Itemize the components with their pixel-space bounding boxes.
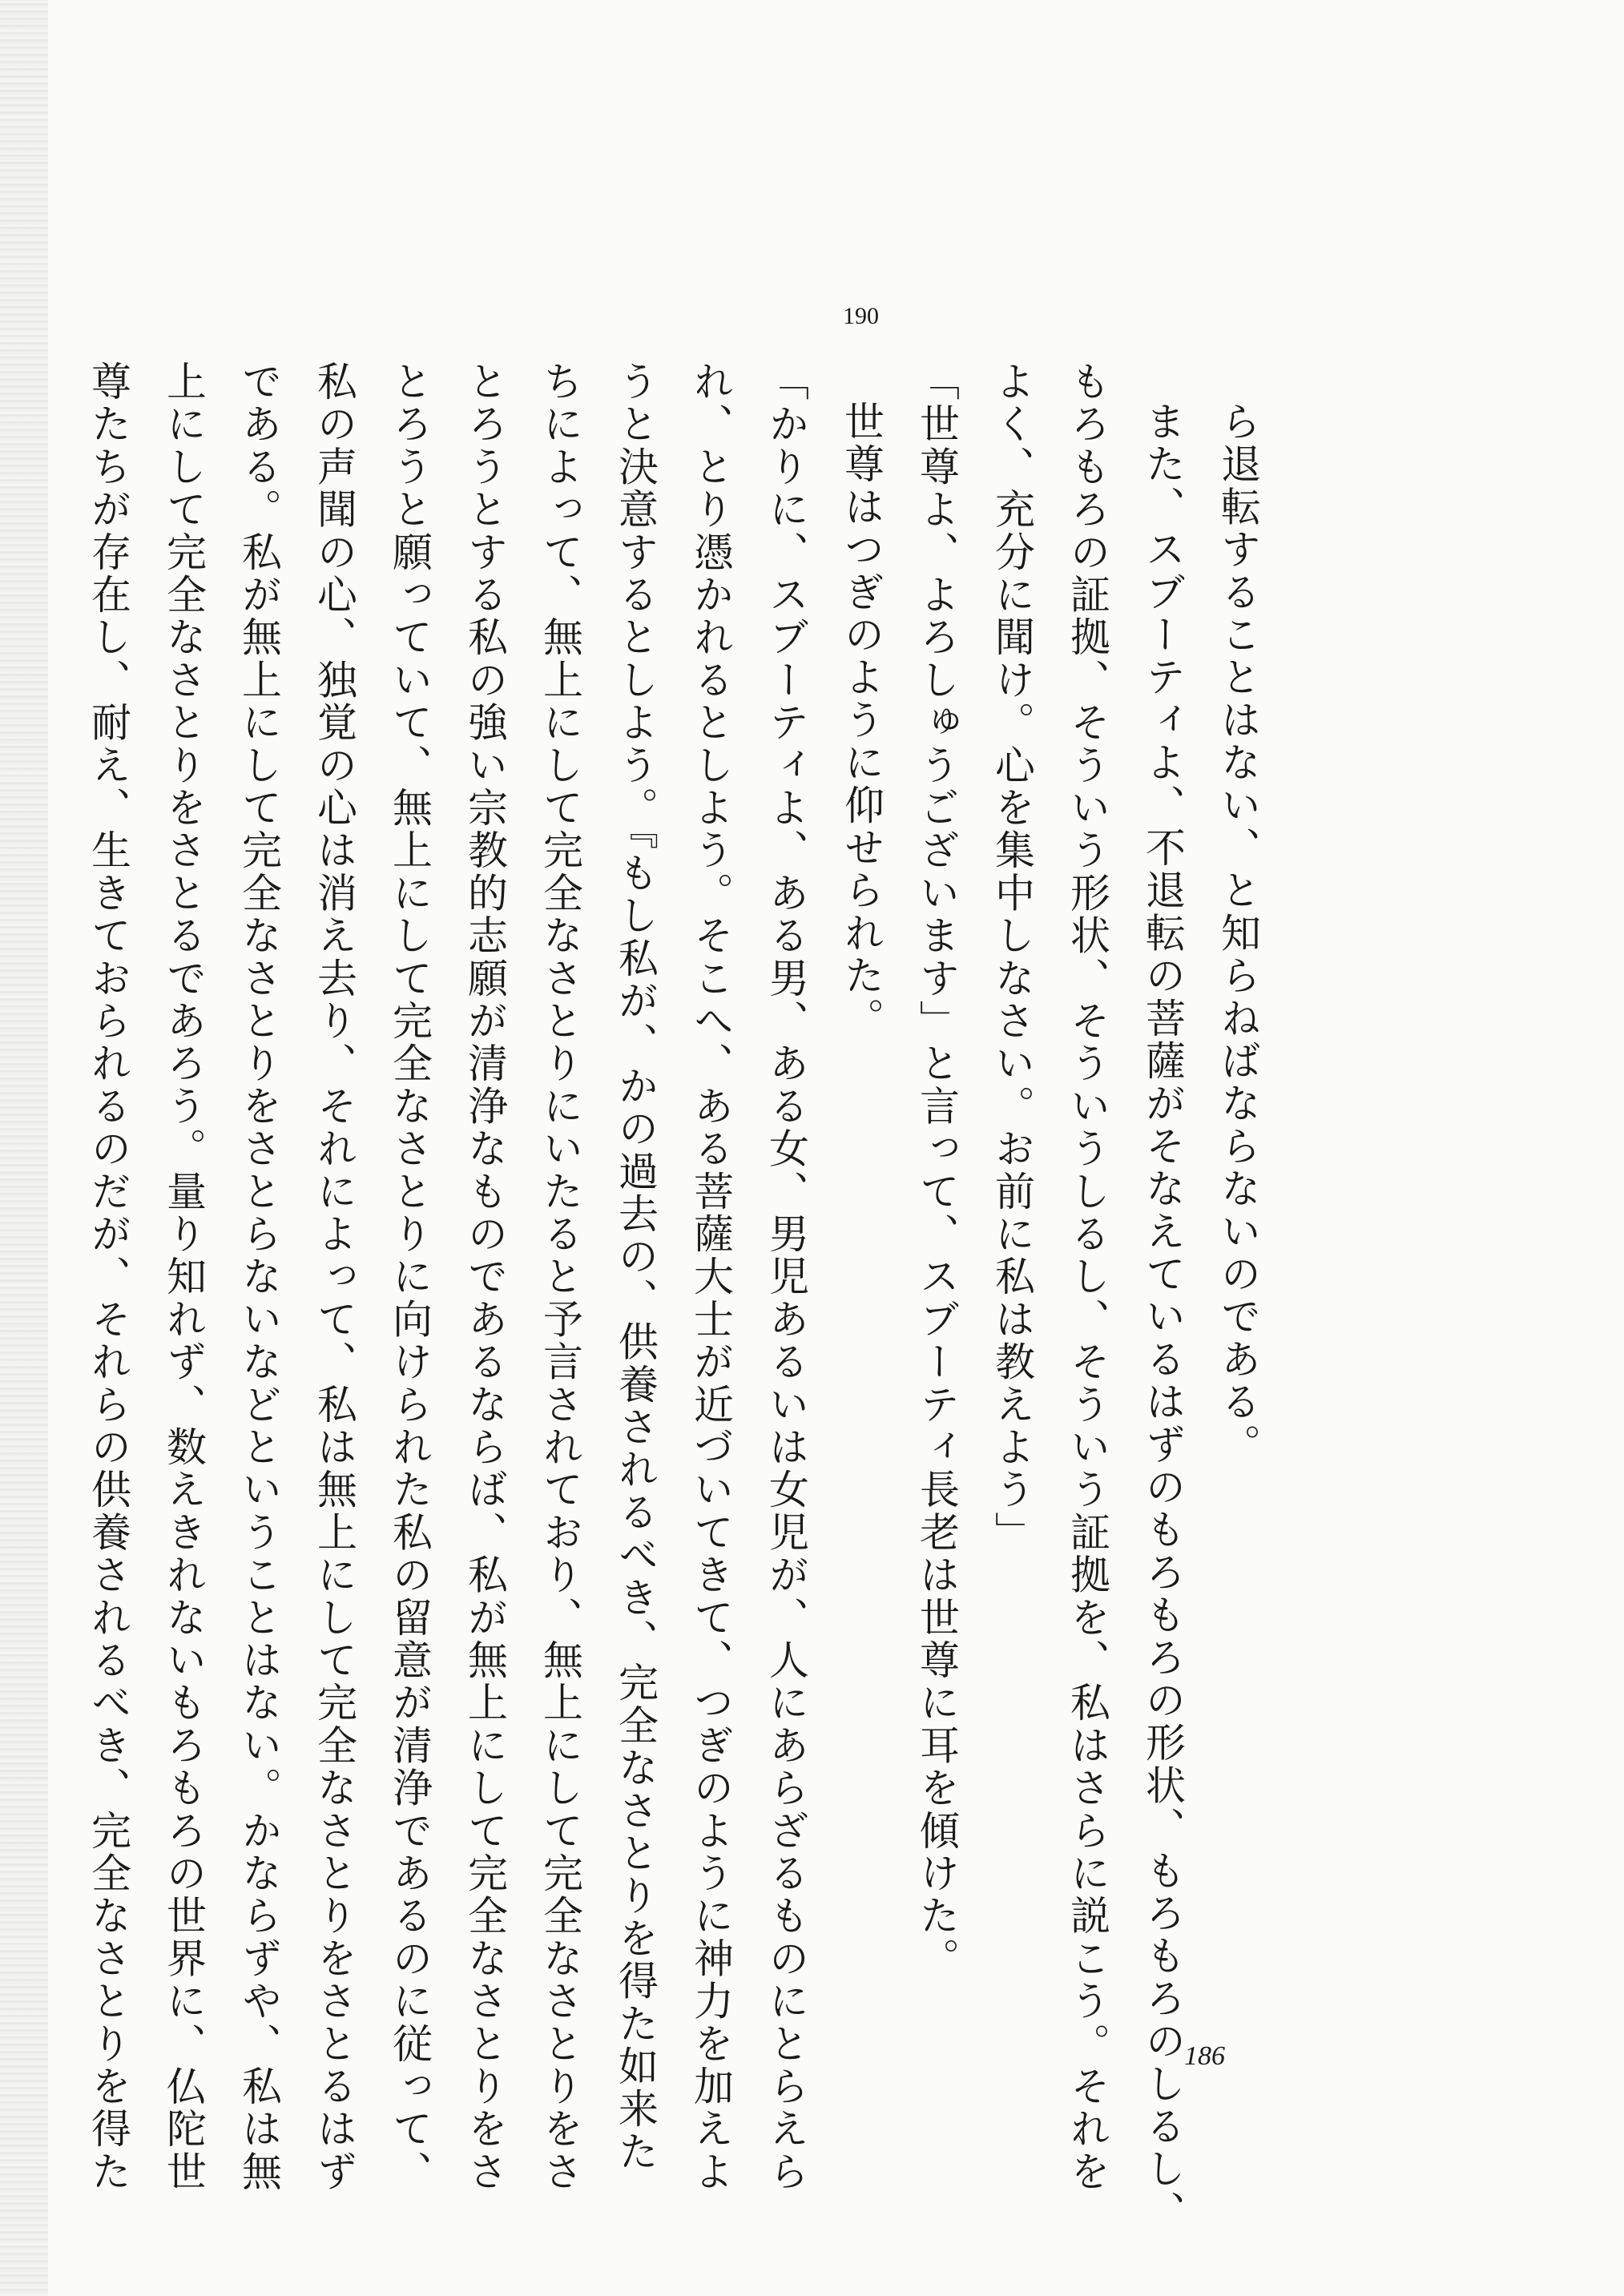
text-line: である。私が無上にして完全なさとりをさとらないなどということはない。かならずや、私は無 xyxy=(236,361,282,2193)
text-line: 上にして完全なさとりをさとるであろう。量り知れず、数えきれないもろもろの世界に、仏陀世 xyxy=(160,361,207,2193)
folio-number: 186 xyxy=(1184,2041,1225,2071)
text-line: とろうとする私の強い宗教的志願が清浄なものであるならば、私が無上にして完全なさとりをさ xyxy=(461,361,508,2193)
text-line: よく、充分に聞け。心を集中しなさい。お前に私は教えよう」 xyxy=(989,361,1035,1554)
text-line: うと決意するとしよう。『もし私が、かの過去の、供養されるべき、完全なさとりを得た如来た xyxy=(612,361,659,2173)
text-line: れ、とり憑かれるとしよう。そこへ、ある菩薩大士が近づいてきて、つぎのように神力を加えよ xyxy=(687,361,734,2193)
text-line: ら退転することはない、と知らねばならないのである。 xyxy=(1215,401,1261,1466)
text-line: 尊たちが存在し、耐え、生きておられるのだが、それらの供養されるべき、完全なさとりを得た xyxy=(85,361,131,2193)
text-line: もろもろの証拠、そういう形状、そういうしるし、そういう証拠を、私はさらに説こう。それを xyxy=(1064,361,1110,2193)
text-line: 私の声聞の心、独覚の心は消え去り、それによって、私は無上にして完全なさとりをさとるはず xyxy=(311,361,357,2193)
text-line: 「世尊よ、よろしゅうございます」と言って、スブーティ長老は世尊に耳を傾けた。 xyxy=(913,361,960,1980)
scan-edge xyxy=(0,0,48,2296)
text-line: ちによって、無上にして完全なさとりにいたると予言されており、無上にして完全なさとりをさ xyxy=(537,361,583,2193)
running-page-number: 190 xyxy=(843,303,879,329)
text-line: 「かりに、スブーティよ、ある男、ある女、男児あるいは女児が、人にあらざるものにとらえら xyxy=(763,361,809,2193)
text-line: とろうと願っていて、無上にして完全なさとりに向けられた私の留意が清浄であるのに従って、 xyxy=(386,361,433,2193)
text-line: 世尊はつぎのように仰せられた。 xyxy=(838,401,885,1040)
text-line: また、スブーティよ、不退転の菩薩がそなえているはずのもろもろの形状、もろもろのしるし、 xyxy=(1139,401,1186,2234)
